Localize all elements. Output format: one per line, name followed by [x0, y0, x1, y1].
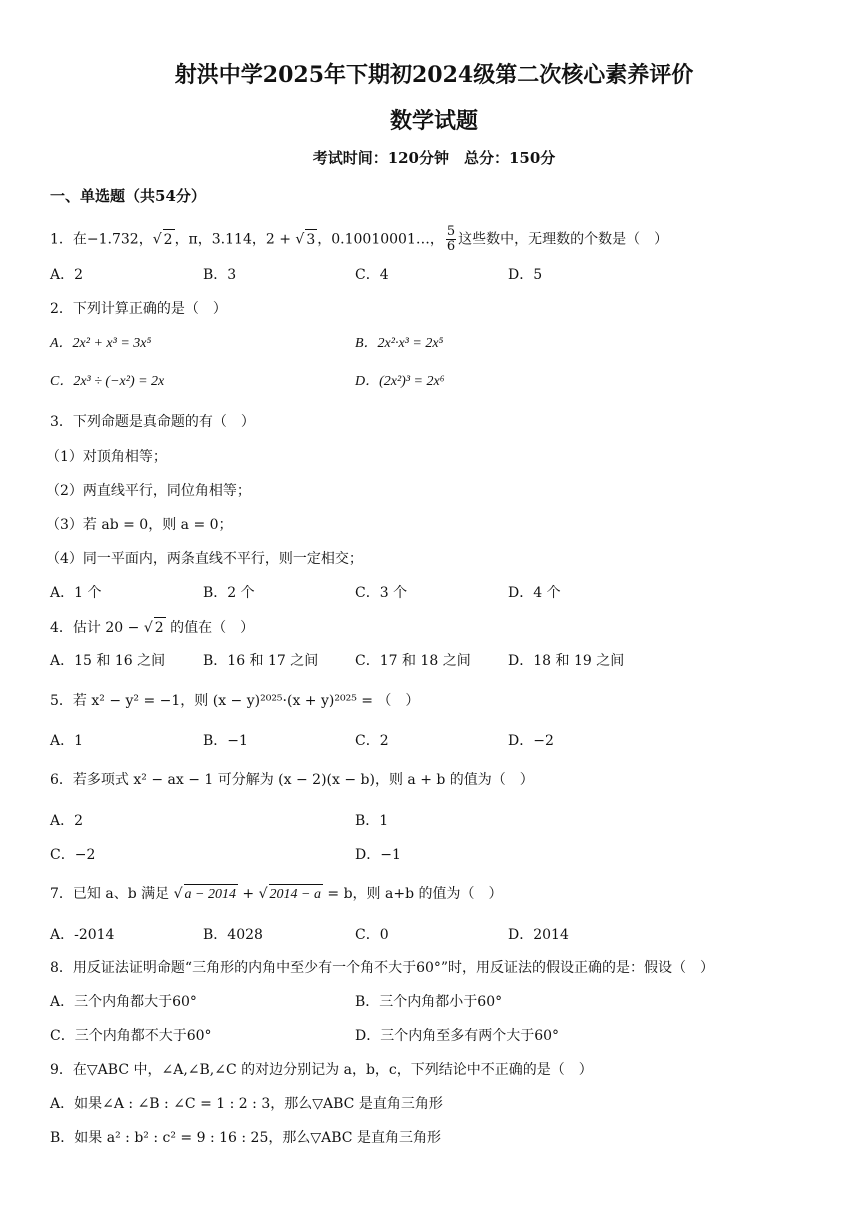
exam-subtitle: 数学试题	[389, 108, 478, 134]
q1-option-c: C．4	[355, 267, 389, 283]
q6-option-c: C．−2	[50, 847, 96, 863]
q3-statement-4: （4）同一平面内，两条直线不平行，则一定相交；	[46, 551, 363, 567]
q4-suffix: 的值在（ ）	[165, 620, 255, 636]
q3-option-b: B．2 个	[203, 585, 255, 601]
q1-option-b: B．3	[203, 267, 237, 283]
q3-statement-1: （1）对顶角相等；	[46, 449, 167, 465]
q9-option-b: B．如果 a² : b² : c² = 9 : 16 : 25，那么▽ABC 是直角三角形	[50, 1130, 441, 1146]
q1-option-d: D．5	[508, 267, 543, 283]
q7-option-c: C．0	[355, 927, 389, 943]
sqrt-symbol: √	[295, 231, 305, 248]
question-9-stem: 9．在▽ABC 中，∠A,∠B,∠C 的对边分别记为 a，b，c，下列结论中不正确的是（ ）	[50, 1062, 593, 1078]
q7-prefix: 7．已知 a、b 满足	[50, 886, 174, 902]
q7-sqrt-a: a − 2014	[184, 884, 238, 905]
q7-plus: +	[237, 886, 259, 902]
q2-option-b: B．2x²·x³ = 2x⁵	[355, 336, 444, 351]
q7-option-b: B．4028	[203, 927, 263, 943]
q8-option-b: B．三个内角都小于60°	[355, 994, 503, 1010]
exam-info: 考试时间：120分钟 总分：150分	[312, 149, 556, 167]
exam-title: 射洪中学2025年下期初2024级第二次核心素养评价	[174, 62, 694, 88]
q5-option-d: D．−2	[508, 733, 554, 749]
q7-option-d: D．2014	[508, 927, 569, 943]
q4-option-a: A．15 和 16 之间	[50, 653, 166, 669]
q4-sqrt: 2	[154, 617, 166, 638]
question-4-stem	[50, 617, 254, 638]
q5-option-a: A．1	[50, 733, 84, 749]
q1-prefix: 1．在−1.732，	[50, 231, 153, 248]
question-1-stem	[50, 225, 668, 254]
sqrt-symbol: √	[143, 620, 153, 636]
q8-option-d: D．三个内角至多有两个大于60°	[355, 1028, 560, 1044]
q3-option-d: D．4 个	[508, 585, 561, 601]
q1-option-a: A．2	[50, 267, 84, 283]
q6-option-a: A．2	[50, 813, 84, 829]
question-7-stem	[50, 884, 503, 905]
q2-option-a: A．2x² + x³ = 3x⁵	[50, 336, 152, 351]
q5-option-c: C．2	[355, 733, 389, 749]
q1-suffix: 这些数中，无理数的个数是（ ）	[458, 231, 669, 248]
q1-sqrt2: 2	[163, 229, 175, 250]
q6-option-b: B．1	[355, 813, 389, 829]
q6-option-d: D．−1	[355, 847, 401, 863]
sqrt-symbol: √	[258, 886, 268, 902]
q4-prefix: 4．估计 20 −	[50, 620, 144, 636]
q7-option-a: A．-2014	[50, 927, 115, 943]
q5-option-b: B．−1	[203, 733, 248, 749]
sqrt-symbol: √	[173, 886, 183, 902]
question-5-stem: 5．若 x² − y² = −1，则 (x − y)²⁰²⁵·(x + y)²⁰²⁵ = （ ）	[50, 693, 420, 709]
q3-option-c: C．3 个	[355, 585, 408, 601]
q3-option-a: A．1 个	[50, 585, 102, 601]
q1-fraction	[446, 225, 456, 254]
q7-sqrt-b: 2014 − a	[269, 884, 323, 905]
q3-statement-3: （3）若 ab = 0，则 a = 0；	[46, 517, 233, 533]
q2-option-c: C．2x³ ÷ (−x²) = 2x	[50, 374, 165, 389]
q3-statement-2: （2）两直线平行，同位角相等；	[46, 483, 251, 499]
question-8-stem: 8．用反证法证明命题“三角形的内角中至少有一个角不大于60°”时，用反证法的假设正确的是：假设（ ）	[50, 960, 715, 976]
sqrt-symbol: √	[152, 231, 162, 248]
q7-suffix: = b，则 a+b 的值为（ ）	[322, 886, 503, 902]
q2-option-d: D．(2x²)³ = 2x⁶	[355, 374, 445, 389]
q1-repeating-decimal: 3.114	[211, 231, 252, 248]
section-heading: 一、单选题（共54分）	[50, 187, 206, 205]
q8-option-c: C．三个内角都不大于60°	[50, 1028, 212, 1044]
q4-option-c: C．17 和 18 之间	[355, 653, 471, 669]
q8-option-a: A．三个内角都大于60°	[50, 994, 197, 1010]
q4-option-d: D．18 和 19 之间	[508, 653, 625, 669]
q4-option-b: B．16 和 17 之间	[203, 653, 319, 669]
question-6-stem: 6．若多项式 x² − ax − 1 可分解为 (x − 2)(x − b)，则 a + b 的值为（ ）	[50, 772, 534, 788]
q1-tail: ，0.10010001…，	[317, 231, 444, 248]
fraction-numerator: 5	[446, 224, 456, 239]
question-2-stem: 2．下列计算正确的是（ ）	[50, 301, 227, 317]
q1-two-plus: ，2 +	[251, 231, 296, 248]
q9-option-a: A．如果∠A : ∠B : ∠C = 1 : 2 : 3，那么▽ABC 是直角三角形	[50, 1096, 443, 1112]
q1-sqrt3: 3	[305, 229, 317, 250]
fraction-denominator: 6	[446, 239, 456, 254]
q1-pi: ，π，	[174, 231, 212, 248]
question-3-stem: 3．下列命题是真命题的有（ ）	[50, 414, 255, 430]
